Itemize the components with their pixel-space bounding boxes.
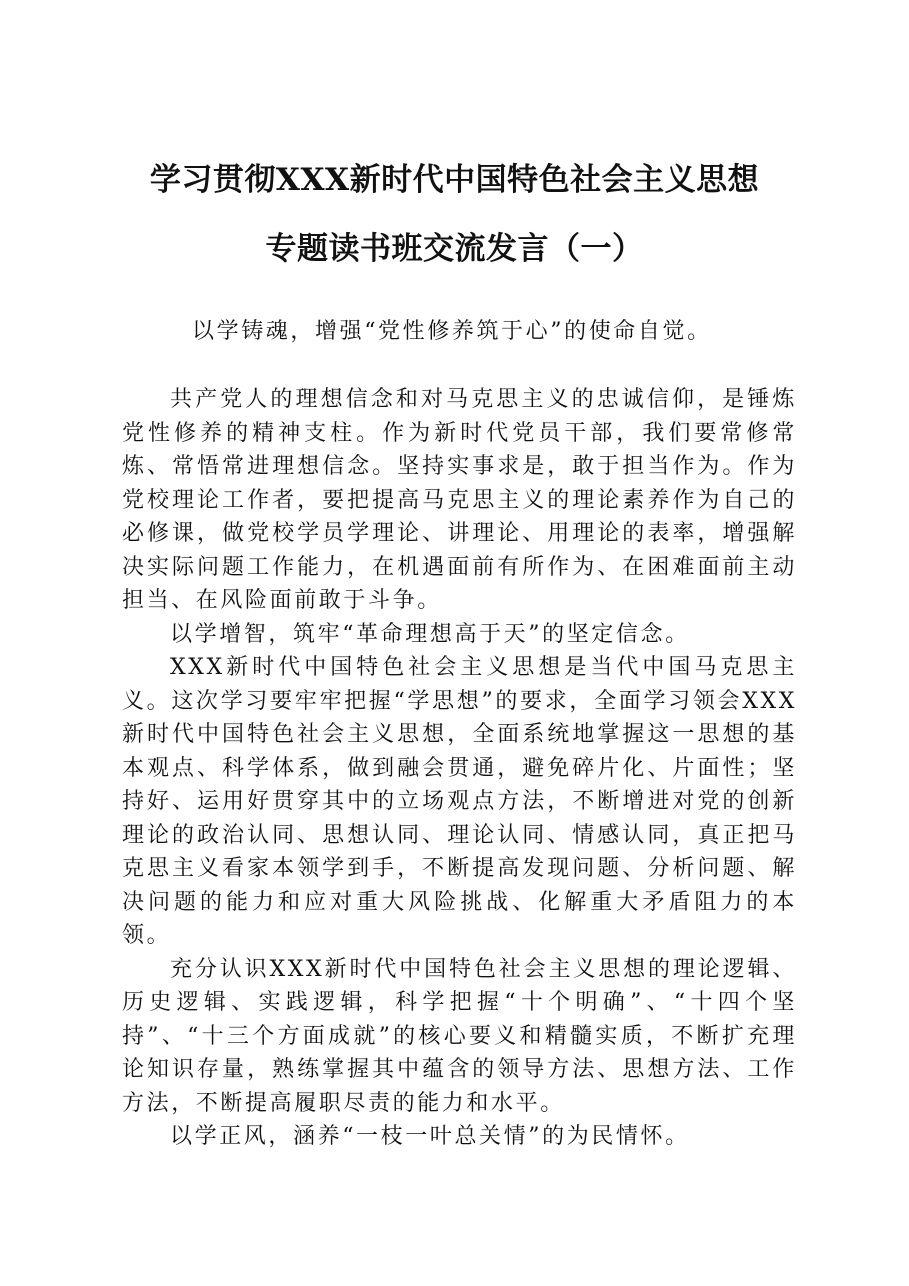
lead-heading: 以学铸魂，增强“党性修养筑于心”的使命自觉。 [192,319,712,344]
paragraph-1: 共产党人的理想信念和对马克思主义的忠诚信仰，是锤炼党性修养的精神支柱。作为新时代党员干部，我们要常修常炼、常悟常进理想信念。坚持实事求是，敢于担当作为。作为党校理论工作者，要把提高马克思主义的理论素养作为自己的必修课，做党校学员学理论、讲理论、用理论的表率，增强解决实际问题工作能力，在机遇面前有所作为、在困难面前主动担当、在风险面前敢于斗争。 [122,387,797,613]
document-title-line-1: 学习贯彻XXX新时代中国特色社会主义思想 [149,162,760,198]
section-heading-2: 以学增智，筑牢“革命理想高于天”的坚定信念。 [170,621,690,647]
paragraph-2: XXX新时代中国特色社会主义思想是当代中国马克思主义。这次学习要牢牢把握“学思想”的要求，全面学习领会XXX新时代中国特色社会主义思想，全面系统地掌握这一思想的基本观点、科学体系，做到融会贯通，避免碎片化、片面性；坚持好、运用好贯穿其中的立场观点方法，不断增进对党的创新理论的政治认同、思想认同、理论认同、情感认同，真正把马克思主义看家本领学到手，不断提高发现问题、分析问题、解决问题的能力和应对重大风险挑战、化解重大矛盾阻力的本领。 [122,655,797,948]
document-title-line-2: 专题读书班交流发言（一） [265,231,644,267]
paragraph-3: 充分认识XXX新时代中国特色社会主义思想的理论逻辑、历史逻辑、实践逻辑，科学把握“十个明确”、“十四个坚持”、“十三个方面成就”的核心要义和精髓实质，不断扩充理论知识存量，熟练掌握其中蕴含的领导方法、思想方法、工作方法，不断提高履职尽责的能力和水平。 [122,956,797,1116]
section-heading-3: 以学正风，涵养“一枝一叶总关情”的为民情怀。 [170,1124,690,1149]
body-text [122,383,797,1154]
